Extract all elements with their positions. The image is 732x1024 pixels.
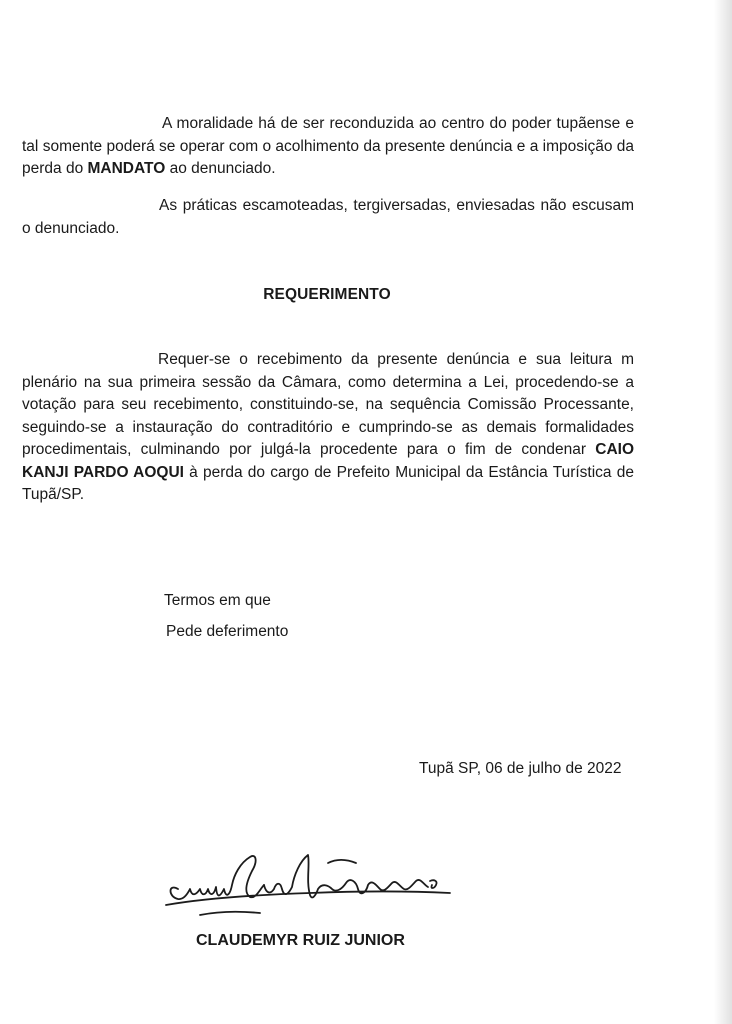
- paragraph-practices: [22, 195, 634, 240]
- paragraph-request: [22, 349, 634, 507]
- paragraph-morality-text-a: A moralidade há de ser reconduzida ao centro do poder tupãense e tal somente poderá se operar com o acolhimento da presente denúncia e a imposição da perda do: [22, 115, 634, 177]
- defendant-name-bold: CAIO KANJI PARDO AOQUI: [22, 441, 634, 481]
- paragraph-request-text-b: à perda do cargo de Prefeito Municipal da Estância Turística de Tupã/SP.: [22, 463, 634, 503]
- page-edge-shadow: [714, 0, 732, 1024]
- paragraph-morality: [22, 113, 634, 181]
- date-line: Tupã SP, 06 de julho de 2022: [419, 760, 622, 777]
- closing-line-1: Termos em que: [164, 592, 271, 609]
- handwritten-signature: [160, 845, 460, 920]
- paragraph-morality-text-b: ao denunciado.: [165, 160, 276, 177]
- section-title-requerimento: REQUERIMENTO: [263, 286, 391, 303]
- signer-name: CLAUDEMYR RUIZ JUNIOR: [196, 932, 405, 949]
- paragraph-practices-text: As práticas escamoteadas, tergiversadas, enviesadas não escusam o denunciado.: [22, 197, 634, 237]
- closing-line-2: Pede deferimento: [166, 623, 289, 640]
- mandato-bold-text: MANDATO: [87, 160, 166, 177]
- paragraph-request-text-a: Requer-se o recebimento da presente denúncia e sua leitura m plenário na sua primeira sessão da Câmara, como determina a Lei, procedendo-se a votação para seu recebimento, constituindo-se, na sequência Comissão Processante, seguindo-se a instauração do contraditório e cumprindo-se as demais formalidades procedimentais, culminando por julgá-la procedente para o fim de condenar: [22, 351, 634, 458]
